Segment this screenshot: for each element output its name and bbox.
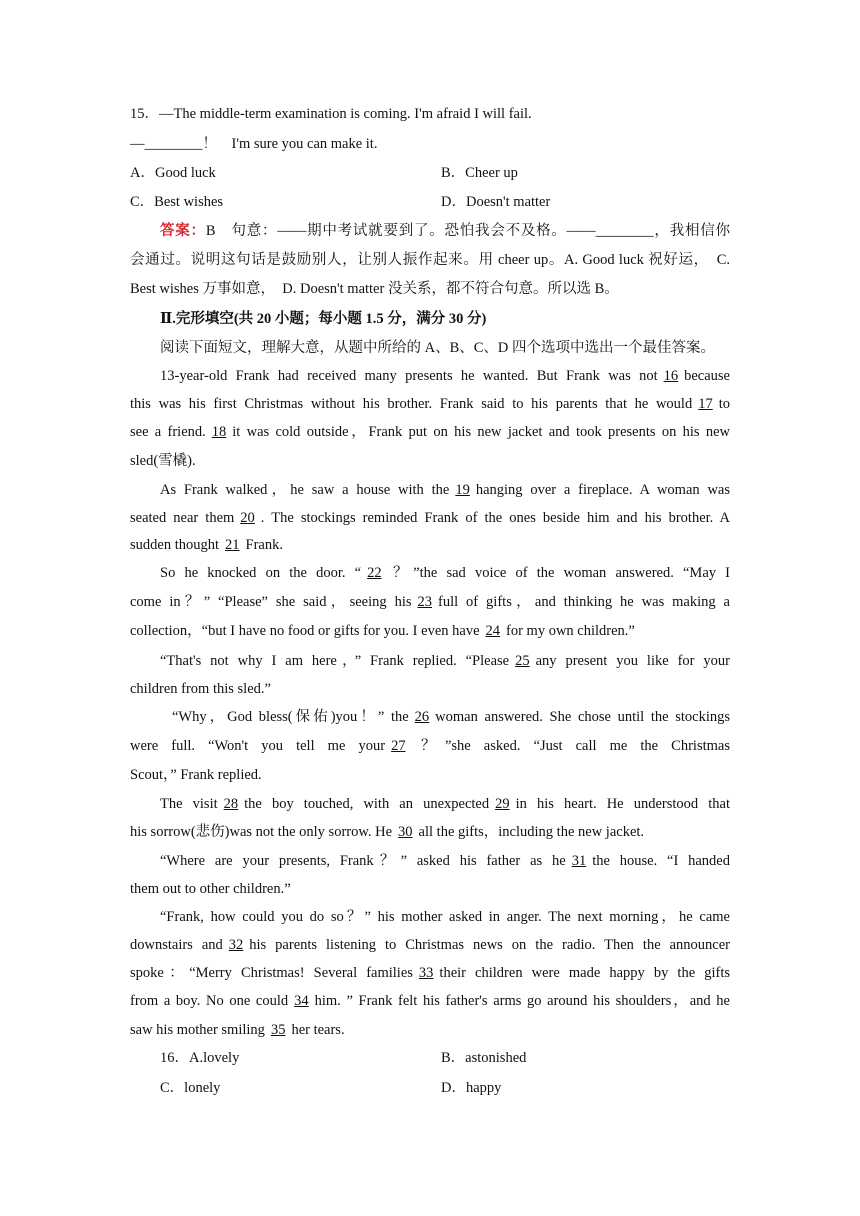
blank-17: 17 xyxy=(698,396,713,412)
passage-line: see a friend. 18 it was cold outside，Frank put on his new jacket and took presents on his new xyxy=(130,424,730,440)
blank-33: 33 xyxy=(418,965,434,981)
passage-line: The visit 28 the boy touched, with an unexpected 29 in his heart. He understood that xyxy=(160,796,730,812)
blank-35: 35 xyxy=(270,1022,286,1038)
passage-line: sled(雪橇). xyxy=(130,453,196,469)
passage-line: “That's not why I am here，” Frank replied. “Please 25 any present you like for your xyxy=(160,653,730,669)
blank-16: 16 xyxy=(663,368,679,384)
option-b: B．astonished xyxy=(441,1050,527,1066)
passage-line: So he knocked on the door. “ 22 ？”the sad voice of the woman answered. “May I xyxy=(160,565,730,581)
answer-line-3: Best wishes 万事如意， D. Doesn't matter 没关系，都不符合句意。所以选 B。 xyxy=(130,281,619,297)
passage-line: “Why，God bless(保佑)you！” the 26 woman answered. She chose until the stockings xyxy=(172,709,731,725)
blank-29: 29 xyxy=(495,796,510,812)
question-15-stem: 15．—The middle-term examination is coming. I'm afraid I will fail. xyxy=(130,106,532,122)
passage-line: children from this sled.” xyxy=(130,681,271,697)
passage-line: downstairs and 32 his parents listening to Christmas news on the radio. Then the announcer xyxy=(130,937,731,953)
blank-26: 26 xyxy=(414,709,430,725)
blank-25: 25 xyxy=(515,653,530,669)
section-heading: Ⅱ.完形填空(共 20 小题；每小题 1.5 分，满分 30 分) xyxy=(160,311,487,327)
option-c: C．lonely xyxy=(160,1080,221,1096)
blank-27: 27 xyxy=(391,738,406,754)
question-15-reply: —________！ I'm sure you can make it. xyxy=(130,136,378,152)
option-d: D．Doesn't matter xyxy=(441,194,551,210)
option-a: A．Good luck xyxy=(130,165,216,181)
blank-19: 19 xyxy=(455,482,470,498)
blank-20: 20 xyxy=(240,510,255,526)
section-instruction: 阅读下面短文，理解大意，从题中所给的 A、B、C、D 四个选项中选出一个最佳答案。 xyxy=(160,340,716,356)
passage-line: this was his first Christmas without his brother. Frank said to his parents that he would 17 to xyxy=(130,396,730,412)
passage-line: “Frank, how could you do so？” his mother asked in anger. The next morning，he came xyxy=(160,909,730,925)
passage-line: collection，“but I have no food or gifts for you. I even have 24 for my own children.” xyxy=(130,623,635,639)
blank-28: 28 xyxy=(223,796,239,812)
option-a: 16．A.lovely xyxy=(160,1050,240,1066)
passage-line: from a boy. No one could 34 him. ” Frank felt his father's arms go around his shoulders，and he xyxy=(130,993,730,1009)
blank-34: 34 xyxy=(294,993,309,1009)
passage-line: sudden thought 21 Frank. xyxy=(130,537,283,553)
blank-30: 30 xyxy=(398,824,413,840)
passage-line: As Frank walked，he saw a house with the 19 hanging over a fireplace. A woman was xyxy=(160,482,730,498)
blank-21: 21 xyxy=(225,537,240,553)
passage-line: them out to other children.” xyxy=(130,881,291,897)
blank-23: 23 xyxy=(417,594,432,610)
option-d: D．happy xyxy=(441,1080,502,1096)
passage-line: seated near them 20 . The stockings reminded Frank of the ones beside him and his brother. A xyxy=(130,510,731,526)
option-c: C．Best wishes xyxy=(130,194,224,210)
blank-22: 22 xyxy=(367,565,382,581)
passage-line: his sorrow(悲伤)was not the only sorrow. He 30 all the gifts，including the new jacket. xyxy=(130,824,645,840)
blank-24: 24 xyxy=(485,623,501,639)
answer-label: 答案： xyxy=(160,223,206,239)
passage-line: Scout，” Frank replied. xyxy=(130,767,262,783)
passage-line: “Where are your presents, Frank？” asked his father as he 31 the house. “I handed xyxy=(160,853,730,869)
blank-18: 18 xyxy=(211,424,227,440)
blank-32: 32 xyxy=(228,937,244,953)
option-b: B．Cheer up xyxy=(441,165,518,181)
passage-line: saw his mother smiling 35 her tears. xyxy=(130,1022,345,1038)
blank-31: 31 xyxy=(571,853,587,869)
passage-line: spoke：“Merry Christmas! Several families 33 their children were made happy by the gifts xyxy=(130,965,730,981)
answer-line-2: 会通过。说明这句话是鼓励别人，让别人振作起来。用 cheer up。A. Good luck 祝好运， C. xyxy=(130,252,730,268)
passage-line: come in？” “Please” she said，seeing his 23 full of gifts，and thinking he was making a xyxy=(130,594,730,610)
answer-line-1: 答案：B 句意：——期中考试就要到了。恐怕我会不及格。——________，我相信你 xyxy=(160,223,731,239)
passage-line: 13-year-old Frank had received many presents he wanted. But Frank was not 16 because xyxy=(160,368,730,384)
passage-line: were full. “Won't you tell me your 27 ？”she asked. “Just call me the Christmas xyxy=(130,738,730,754)
